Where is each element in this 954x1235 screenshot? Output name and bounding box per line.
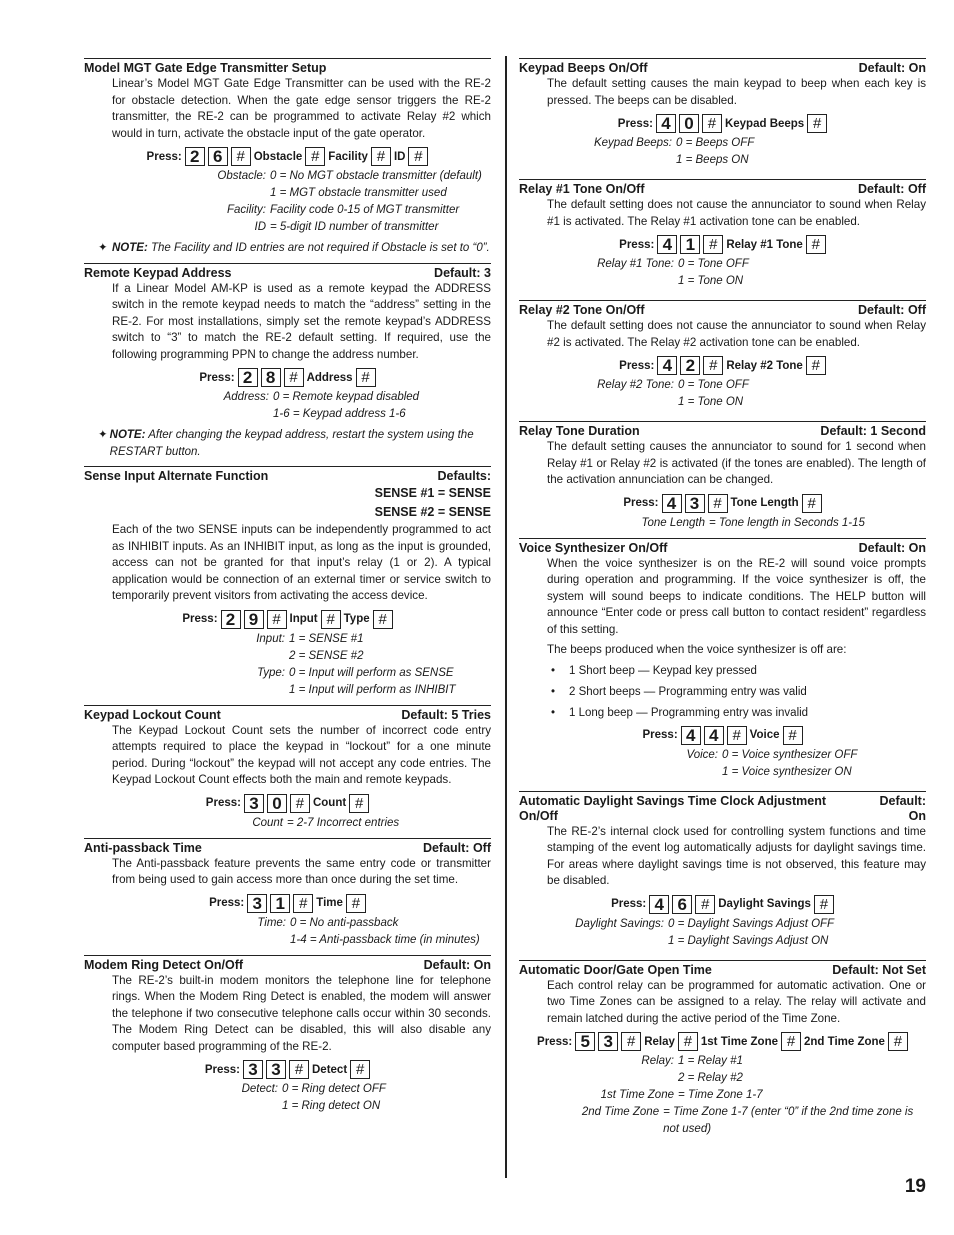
pound-key-icon: #	[806, 235, 826, 254]
option-row	[519, 394, 926, 411]
option-key: Count	[252, 816, 283, 829]
option-row	[84, 389, 491, 406]
note	[98, 427, 491, 460]
digit-key: 3	[598, 1032, 618, 1051]
option-list	[84, 389, 491, 423]
press-sequence	[84, 1060, 491, 1079]
option-key: 2nd Time Zone	[581, 1106, 660, 1118]
option-value: 0 = Tone OFF	[678, 258, 749, 270]
option-key	[557, 1070, 678, 1087]
section-header	[84, 838, 491, 856]
section-body: The Anti-passback feature prevents the same entry code or transmitter from being used to gain access more than once during the set time.	[112, 856, 491, 886]
section	[519, 179, 926, 290]
press-label: Press:	[199, 371, 235, 384]
option-row	[519, 764, 926, 781]
press-sequence	[519, 356, 926, 375]
option-value: 0 = Ring detect OFF	[282, 1083, 386, 1095]
option-row	[84, 932, 491, 949]
pound-key-icon: #	[621, 1032, 641, 1051]
digit-key: 4	[649, 895, 669, 914]
pound-key-icon: #	[293, 894, 313, 913]
entry-field-label: Daylight Savings	[718, 898, 811, 910]
option-key: Keypad Beeps:	[593, 137, 672, 149]
option-key	[557, 273, 678, 290]
section-header	[519, 538, 926, 556]
entry-field-label: Address	[306, 371, 353, 384]
option-value: 0 = Remote keypad disabled	[273, 391, 420, 403]
press-label: Press:	[619, 359, 655, 372]
digit-key: 3	[266, 1060, 286, 1079]
section-default: Defaults:	[437, 469, 491, 483]
option-row	[84, 915, 491, 932]
pound-key-icon: #	[727, 726, 747, 745]
option-row	[84, 1098, 491, 1115]
pound-key-icon: #	[356, 368, 376, 387]
press-label: Press:	[204, 1063, 240, 1076]
option-key: Type:	[257, 666, 285, 679]
option-row	[84, 406, 491, 423]
section-header	[84, 58, 491, 76]
section-header	[519, 58, 926, 76]
option-row	[84, 168, 491, 185]
section-default: Default: On	[423, 957, 491, 972]
section-title: Keypad Lockout Count	[84, 707, 221, 722]
note-text	[112, 240, 490, 257]
option-value: 0 = Input will perform as SENSE	[289, 666, 454, 679]
option-key	[555, 152, 676, 169]
entry-field-label: Detect	[312, 1063, 348, 1076]
option-row	[519, 747, 926, 764]
entry-field-label: Tone Length	[730, 497, 799, 509]
section-body: Each of the two SENSE inputs can be independently programmed to act as INHIBIT inputs. As an INHIBIT input, as long as the input is grounded, access can not be granted for that input’s relay (1 or 2). A typical application would be connection of an external timer or service switch to temporarily prevent visitors from activating the access device.	[112, 523, 491, 602]
press-sequence	[519, 494, 926, 513]
beep-list-item: • 1 Long beep — Programming entry was invalid	[547, 705, 926, 721]
option-value: 0 = Tone OFF	[678, 379, 749, 391]
section	[84, 263, 491, 461]
option-row	[84, 1081, 491, 1098]
option-value: 0 = Voice synthesizer OFF	[722, 748, 858, 761]
section-header	[84, 705, 491, 723]
option-row	[84, 219, 491, 236]
option-list	[519, 135, 926, 169]
section-header	[84, 466, 491, 484]
digit-key: 1	[680, 235, 700, 254]
digit-key: 0	[679, 114, 699, 133]
option-key	[149, 185, 270, 202]
digit-key: 2	[185, 147, 205, 166]
option-key: Facility:	[227, 204, 266, 216]
pound-key-icon: #	[708, 494, 728, 513]
note-label: NOTE:	[109, 429, 146, 441]
section-body: The default setting causes the annunciator to sound for 1 second when Relay #1 or Relay #2 is activated (if the tones are enabled). The length of the activation annunciation can be changed.	[547, 440, 926, 486]
entry-field-label: Relay #1 Tone	[726, 238, 803, 251]
section-header	[519, 421, 926, 439]
digit-key: 6	[208, 147, 228, 166]
section	[84, 58, 491, 257]
right-column	[519, 58, 926, 1142]
entry-field-label: Voice	[749, 729, 780, 741]
digit-key: 1	[270, 894, 290, 913]
section	[84, 955, 491, 1116]
option-row	[519, 1087, 926, 1104]
section-header	[519, 791, 926, 824]
press-label: Press:	[611, 898, 647, 910]
digit-key: 4	[656, 114, 676, 133]
pound-key-icon: #	[305, 147, 325, 166]
entry-field-label: Type	[343, 613, 370, 625]
beep-list	[547, 663, 926, 721]
pound-key-icon: #	[678, 1032, 698, 1051]
press-label: Press:	[642, 729, 678, 741]
section	[84, 466, 491, 699]
digit-key: 4	[681, 726, 701, 745]
note	[98, 240, 491, 257]
digit-key: 2	[238, 368, 258, 387]
option-value: 2 = SENSE #2	[289, 649, 364, 662]
option-row	[519, 377, 926, 394]
option-value: 1 = Relay #1	[678, 1055, 743, 1067]
option-key: Obstacle:	[217, 170, 266, 182]
option-value: = Time Zone 1-7 (enter “0” if the 2nd time zone is not used)	[663, 1106, 914, 1135]
digit-key: 9	[244, 610, 264, 629]
section-title: Relay #1 Tone On/Off	[519, 182, 645, 196]
section	[84, 705, 491, 832]
option-value: 1 = SENSE #1	[289, 632, 364, 645]
section	[519, 791, 926, 950]
press-label: Press:	[619, 238, 655, 251]
section-body: Each control relay can be programmed for automatic activation. One or two Time Zones can be assigned to a relay. The relay will activate and remain latched during the active period of the Time Zone.	[547, 978, 926, 1025]
section-body: The default setting causes the main keypad to beep when each key is pressed. The beeps can be disabled.	[547, 77, 926, 107]
option-key	[168, 682, 289, 699]
option-value: 1 = Voice synthesizer ON	[722, 765, 852, 778]
option-list	[519, 1053, 926, 1138]
option-row	[84, 631, 491, 648]
option-row	[519, 1053, 926, 1070]
section-body-extra: The beeps produced when the voice synthesizer is off are:	[547, 643, 847, 656]
section-header	[519, 960, 926, 978]
option-list	[519, 515, 926, 532]
entry-field-label: Keypad Beeps	[724, 117, 805, 130]
digit-key: 0	[267, 794, 287, 813]
option-key: Voice:	[686, 748, 718, 761]
option-list	[84, 815, 491, 832]
press-sequence	[84, 794, 491, 813]
pound-key-icon: #	[289, 1060, 309, 1079]
star-bullet-icon: ✦	[98, 429, 108, 441]
option-value: 1 = Input will perform as INHIBIT	[289, 683, 456, 696]
option-row	[84, 682, 491, 699]
option-value: = 5-digit ID number of transmitter	[270, 221, 439, 233]
option-value: 1 = Daylight Savings Adjust ON	[668, 934, 829, 947]
section-default: Default: Not Set	[832, 962, 926, 977]
star-bullet-icon: ✦	[98, 242, 108, 254]
option-key: 1st Time Zone	[600, 1089, 674, 1101]
section-default: Default: Off	[857, 303, 926, 317]
pound-key-icon: #	[290, 794, 310, 813]
section-body: The RE-2’s internal clock used for controlling system functions and time stamping of the event log automatically adjusts for daylight savings time. For areas where daylight savings time is not observed, this feature may be disabled.	[547, 824, 926, 887]
digit-key: 5	[575, 1032, 595, 1051]
section	[519, 538, 926, 781]
section-header	[519, 179, 926, 197]
option-list	[519, 747, 926, 781]
entry-field-label: Time	[316, 897, 343, 909]
option-value: 2 = Relay #2	[678, 1072, 743, 1084]
option-value: 1 = Beeps ON	[676, 154, 749, 166]
section-title: Voice Synthesizer On/Off	[519, 540, 668, 555]
section	[519, 58, 926, 169]
beep-list-item: • 2 Short beeps — Programming entry was valid	[547, 684, 926, 700]
press-label: Press:	[209, 897, 245, 909]
pound-key-icon: #	[371, 147, 391, 166]
option-list	[519, 377, 926, 411]
entry-field-label: Input	[289, 613, 318, 625]
section-body: When the voice synthesizer is on the RE-2 will sound voice prompts during operation and programming. If the voice synthesizer is off, the system will sound beeps to indicate conditions. The HELP button will announce “Enter code or press call button to contact resident” regardless of this setting.	[547, 556, 926, 636]
option-value: 1 = Ring detect ON	[282, 1100, 381, 1112]
section-default: Default: Off	[422, 840, 491, 855]
option-key: ID	[254, 221, 266, 233]
option-value: 1 = Tone ON	[678, 396, 744, 408]
option-list	[519, 916, 926, 950]
option-row	[519, 256, 926, 273]
option-row	[519, 1104, 926, 1138]
option-list	[84, 168, 491, 236]
pound-key-icon: #	[350, 1060, 370, 1079]
beep-list-item: • 1 Short beep — Keypad key pressed	[547, 663, 926, 679]
section-title: Remote Keypad Address	[84, 265, 232, 280]
press-label: Press:	[623, 497, 659, 509]
pound-key-icon: #	[703, 235, 723, 254]
press-sequence	[519, 726, 926, 745]
press-sequence	[84, 894, 491, 913]
digit-key: 3	[244, 794, 264, 813]
section-default: Default: On	[879, 793, 926, 823]
digit-key: 3	[243, 1060, 263, 1079]
section	[84, 838, 491, 949]
option-row	[84, 648, 491, 665]
option-key: Relay:	[641, 1055, 674, 1067]
option-key	[169, 932, 290, 949]
section	[519, 960, 926, 1139]
option-row	[519, 1070, 926, 1087]
section-default: Default: On	[858, 540, 926, 555]
section-body: The Keypad Lockout Count sets the number of incorrect code entry attempts required to place the keypad in “lockout” for a one minute period. During “lockout” the keypad will not accept any code entries. The Keypad Lockout Count effects both the main and remote keypads.	[112, 723, 491, 786]
pound-key-icon: #	[267, 610, 287, 629]
option-row	[519, 135, 926, 152]
note-text	[110, 427, 491, 460]
digit-key: 6	[672, 895, 692, 914]
option-key: Time:	[257, 916, 286, 929]
section-default: Default: Off	[857, 182, 926, 196]
option-value: = 2-7 Incorrect entries	[287, 816, 400, 829]
digit-key: 2	[221, 610, 241, 629]
pound-key-icon: #	[783, 726, 803, 745]
entry-field-label: Relay	[644, 1035, 675, 1048]
section-body: The default setting does not cause the annunciator to sound when Relay #2 is activated. The Relay #2 activation tone can be enabled.	[547, 319, 926, 349]
section-default: Default: 1 Second	[820, 424, 926, 438]
pound-key-icon: #	[703, 356, 723, 375]
option-row	[84, 815, 491, 832]
pound-key-icon: #	[346, 894, 366, 913]
pound-key-icon: #	[408, 147, 428, 166]
option-value: 0 = Daylight Savings Adjust OFF	[668, 917, 835, 930]
entry-field-label: Facility	[328, 150, 368, 163]
option-row	[519, 933, 926, 950]
option-key: Daylight Savings:	[575, 917, 664, 930]
press-label: Press:	[205, 797, 241, 809]
pound-key-icon: #	[806, 356, 826, 375]
digit-key: 3	[685, 494, 705, 513]
option-row	[519, 515, 926, 532]
section-default: Default: 3	[434, 265, 491, 280]
entry-field-label: 1st Time Zone	[700, 1035, 779, 1048]
option-key: Relay #1 Tone:	[597, 258, 674, 270]
option-row	[519, 916, 926, 933]
column-divider	[505, 56, 507, 1178]
section-default-line: SENSE #2 = SENSE	[374, 505, 491, 519]
page-number: 19	[904, 1176, 926, 1197]
section-header	[84, 263, 491, 281]
digit-key: 4	[657, 356, 677, 375]
section-title: Modem Ring Detect On/Off	[84, 957, 244, 972]
option-row	[84, 202, 491, 219]
pound-key-icon: #	[321, 610, 341, 629]
digit-key: 4	[662, 494, 682, 513]
section-title: Model MGT Gate Edge Transmitter Setup	[84, 61, 327, 75]
digit-key: 3	[247, 894, 267, 913]
pound-key-icon: #	[807, 114, 827, 133]
press-sequence	[519, 895, 926, 914]
press-sequence	[84, 610, 491, 629]
pound-key-icon: #	[888, 1032, 908, 1051]
option-key: Address:	[223, 391, 269, 403]
digit-key: 4	[704, 726, 724, 745]
option-key: Relay #2 Tone:	[597, 379, 674, 391]
option-list	[84, 631, 491, 699]
note-body: The Facility and ID entries are not required if Obstacle is set to “0”.	[150, 242, 490, 254]
option-key	[161, 1098, 282, 1115]
entry-field-label: 2nd Time Zone	[804, 1035, 885, 1048]
section	[519, 300, 926, 411]
section-title: Relay #2 Tone On/Off	[519, 303, 645, 317]
pound-key-icon: #	[814, 895, 834, 914]
option-row	[84, 185, 491, 202]
pound-key-icon: #	[284, 368, 304, 387]
section-default: Default: 5 Tries	[401, 707, 491, 722]
option-value: 1 = Tone ON	[678, 275, 744, 287]
option-value: 0 = Beeps OFF	[676, 137, 755, 149]
section-body: The default setting does not cause the annunciator to sound when Relay #1 is activated. The Relay #1 activation tone can be enabled.	[547, 198, 926, 228]
option-value: 1-4 = Anti-passback time (in minutes)	[290, 933, 480, 946]
section-title: Relay Tone Duration	[519, 424, 640, 438]
left-column	[84, 58, 491, 1119]
press-label: Press:	[617, 117, 653, 130]
section-default: Default: On	[858, 61, 926, 75]
pound-key-icon: #	[781, 1032, 801, 1051]
option-key: Detect:	[241, 1083, 278, 1095]
section-title: Anti-passback Time	[84, 840, 202, 855]
option-value: 0 = No anti-passback	[290, 916, 399, 929]
digit-key: 4	[657, 235, 677, 254]
option-key: Input:	[256, 632, 285, 645]
option-list	[84, 915, 491, 949]
option-value: 1-6 = Keypad address 1-6	[273, 408, 406, 420]
press-label: Press:	[146, 150, 182, 163]
pound-key-icon: #	[349, 794, 369, 813]
option-key	[547, 933, 668, 950]
entry-field-label: Count	[312, 797, 347, 809]
option-key	[557, 394, 678, 411]
press-sequence	[84, 147, 491, 166]
option-value: 0 = No MGT obstacle transmitter (default)	[270, 170, 482, 182]
section-title: Automatic Daylight Savings Time Clock Adjustment On/Off	[519, 793, 827, 823]
section-body: If a Linear Model AM-KP is used as a remote keypad the ADDRESS switch in the remote keypad needs to match the “address” setting in the RE-2. For most installations, simply set the remote keypad’s ADDRESS switch to “3” to match the RE-2 default setting. If required, use the following programming PPN to change the address number.	[112, 281, 491, 361]
option-row	[519, 273, 926, 290]
press-sequence	[84, 368, 491, 387]
note-label: NOTE:	[112, 242, 148, 254]
option-list	[84, 1081, 491, 1115]
section-body: The RE-2’s built-in modem monitors the telephone line for telephone rings. When the Modem Ring Detect is enabled, the modem will answer the telephone if two consecutive telephone calls occur within 30 seconds. The Modem Ring Detect can be disabled, this will also disable any computer based programming of the RE-2.	[112, 973, 491, 1053]
option-row	[84, 665, 491, 682]
section-title: Sense Input Alternate Function	[84, 469, 269, 483]
option-value: = Tone length in Seconds 1-15	[709, 516, 865, 529]
pound-key-icon: #	[231, 147, 251, 166]
option-value: = Time Zone 1-7	[678, 1089, 763, 1101]
option-key: Tone Length	[641, 516, 705, 529]
option-key	[601, 764, 722, 781]
section-title: Automatic Door/Gate Open Time	[519, 962, 712, 977]
section-title: Keypad Beeps On/Off	[519, 61, 648, 75]
press-label: Press:	[537, 1035, 573, 1048]
press-sequence	[519, 114, 926, 133]
entry-field-label: ID	[393, 150, 406, 163]
option-list	[519, 256, 926, 290]
pound-key-icon: #	[702, 114, 722, 133]
press-sequence	[519, 1032, 926, 1051]
digit-key: 2	[680, 356, 700, 375]
press-label: Press:	[182, 613, 218, 625]
section-body: Linear’s Model MGT Gate Edge Transmitter can be used with the RE-2 for obstacle detection. When the gate edge sensor triggers the RE-2 transmitter, the RE-2 can be programmed to activate Relay #2 which would in turn, activate the obstacle input of the gate operator.	[112, 77, 491, 140]
press-sequence	[519, 235, 926, 254]
section-header	[84, 955, 491, 973]
option-row	[519, 152, 926, 169]
section	[519, 421, 926, 532]
option-key	[152, 406, 273, 423]
pound-key-icon: #	[695, 895, 715, 914]
option-value: Facility code 0-15 of MGT transmitter	[270, 204, 460, 216]
option-key	[168, 648, 289, 665]
note-body: After changing the keypad address, restart the system using the RESTART button.	[109, 429, 474, 458]
digit-key: 8	[261, 368, 281, 387]
entry-field-label: Relay #2 Tone	[726, 359, 803, 372]
option-value: 1 = MGT obstacle transmitter used	[270, 187, 447, 199]
pound-key-icon: #	[373, 610, 393, 629]
section-default-line: SENSE #1 = SENSE	[374, 486, 491, 500]
section-header	[519, 300, 926, 318]
pound-key-icon: #	[802, 494, 822, 513]
entry-field-label: Obstacle	[253, 150, 303, 163]
